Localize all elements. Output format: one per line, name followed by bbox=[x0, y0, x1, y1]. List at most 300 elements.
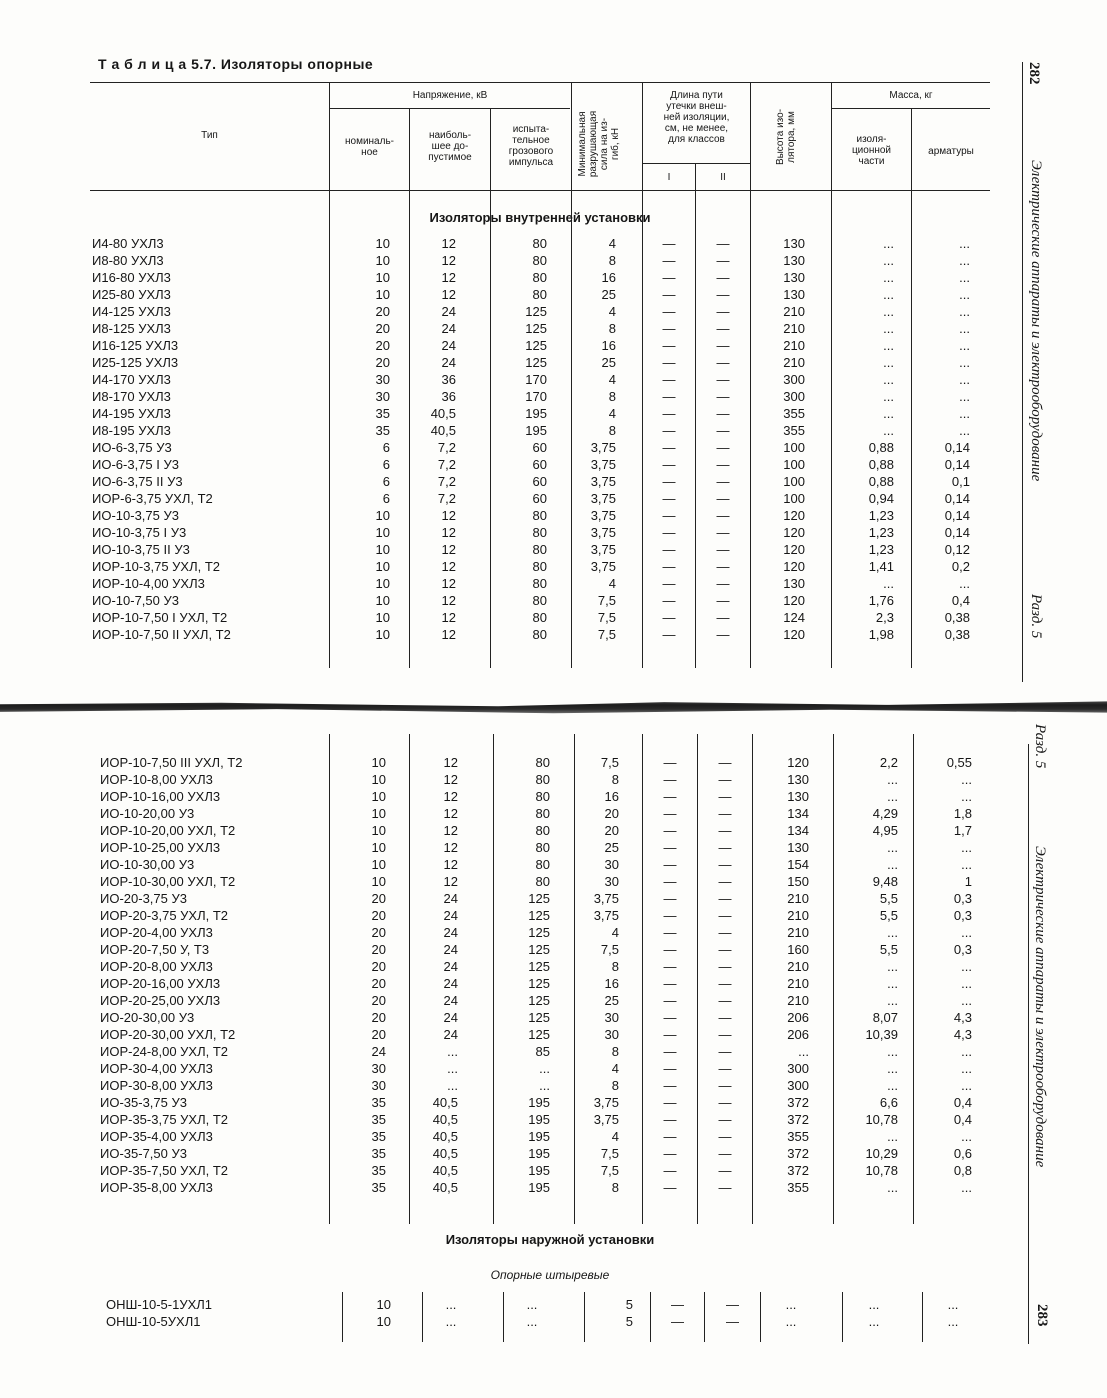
cell-breaking-force: 8 bbox=[611, 1078, 619, 1093]
cell-breaking-force: 7,5 bbox=[597, 593, 616, 608]
cell-mass-insulation: ... bbox=[883, 321, 894, 336]
cell-test-impulse: 80 bbox=[535, 823, 550, 838]
cell-breaking-force: 3,75 bbox=[590, 491, 616, 506]
cell-mass-fittings: 4,3 bbox=[953, 1027, 972, 1042]
cell-mass-insulation: 2,3 bbox=[875, 610, 894, 625]
cell-test-impulse: 125 bbox=[528, 959, 550, 974]
cell-creepage-2: — bbox=[718, 1027, 732, 1042]
table-row bbox=[0, 490, 1000, 507]
cell-type: И16-125 УХЛ3 bbox=[92, 338, 179, 353]
cell-max-allowed: 12 bbox=[441, 253, 456, 268]
cell-creepage-2: — bbox=[718, 908, 732, 923]
cell-test-impulse: 125 bbox=[528, 976, 550, 991]
cell-mass-insulation: ... bbox=[883, 338, 894, 353]
cell-creepage-1: — bbox=[663, 1078, 677, 1093]
cell-nominal: 10 bbox=[371, 772, 386, 787]
cell-breaking-force: 4 bbox=[611, 925, 619, 940]
cell-nominal: 10 bbox=[371, 806, 386, 821]
cell-test-impulse: 125 bbox=[525, 355, 547, 370]
table-row bbox=[0, 405, 1000, 422]
cell-test-impulse: ... bbox=[539, 1078, 550, 1093]
cell-max-allowed: 24 bbox=[443, 976, 458, 991]
cell-max-allowed: 7,2 bbox=[437, 474, 456, 489]
cell-breaking-force: 16 bbox=[601, 338, 616, 353]
table-body-indoor-cont bbox=[0, 754, 1000, 1196]
cell-height: ... bbox=[785, 1297, 797, 1312]
cell-mass-fittings: ... bbox=[959, 287, 970, 302]
cell-mass-fittings: 0,14 bbox=[944, 440, 970, 455]
cell-type: ИО-10-20,00 У3 bbox=[100, 806, 195, 821]
cell-height: 355 bbox=[783, 406, 805, 421]
cell-type: ОНШ-10-5-1УХЛ1 bbox=[106, 1297, 213, 1312]
cell-test-impulse: 195 bbox=[528, 1129, 550, 1144]
table-row bbox=[0, 320, 1000, 337]
cell-height: 210 bbox=[783, 355, 805, 370]
table-row bbox=[0, 1026, 1000, 1043]
cell-max-allowed: 24 bbox=[443, 908, 458, 923]
cell-height: 130 bbox=[783, 236, 805, 251]
rule bbox=[90, 190, 990, 191]
cell-nominal: 10 bbox=[375, 576, 390, 591]
cell-creepage-1: — bbox=[662, 372, 676, 387]
cell-height: 130 bbox=[787, 789, 809, 804]
table-row bbox=[0, 609, 1000, 626]
cell-creepage-1: — bbox=[663, 942, 677, 957]
cell-max-allowed: 12 bbox=[441, 508, 456, 523]
cell-mass-fittings: ... bbox=[959, 576, 970, 591]
cell-height: 120 bbox=[783, 525, 805, 540]
cell-mass-fittings: 0,38 bbox=[944, 627, 970, 642]
cell-breaking-force: 8 bbox=[611, 1044, 619, 1059]
cell-nominal: 6 bbox=[382, 474, 390, 489]
cell-max-allowed: 12 bbox=[443, 772, 458, 787]
cell-breaking-force: 4 bbox=[611, 1061, 619, 1076]
cell-test-impulse: 80 bbox=[532, 593, 547, 608]
cell-creepage-2: — bbox=[716, 576, 730, 591]
cell-mass-fittings: ... bbox=[959, 321, 970, 336]
cell-height: 355 bbox=[783, 423, 805, 438]
cell-mass-insulation: ... bbox=[887, 1078, 898, 1093]
cell-test-impulse: 60 bbox=[532, 440, 547, 455]
cell-nominal: 6 bbox=[382, 440, 390, 455]
cell-height: 210 bbox=[787, 891, 809, 906]
cell-nominal: 10 bbox=[376, 1314, 391, 1329]
cell-max-allowed: 24 bbox=[443, 942, 458, 957]
cell-breaking-force: 4 bbox=[611, 1129, 619, 1144]
table-row bbox=[0, 541, 1000, 558]
cell-nominal: 20 bbox=[371, 959, 386, 974]
cell-mass-fittings: ... bbox=[959, 389, 970, 404]
cell-mass-fittings: ... bbox=[961, 1078, 972, 1093]
cell-height: 372 bbox=[787, 1112, 809, 1127]
cell-type: ИОР-10-20,00 УХЛ, Т2 bbox=[100, 823, 236, 838]
cell-nominal: 10 bbox=[371, 755, 386, 770]
cell-type: ИОР-20-4,00 УХЛ3 bbox=[100, 925, 213, 940]
cell-type: ИО-20-30,00 У3 bbox=[100, 1010, 195, 1025]
cell-nominal: 20 bbox=[375, 321, 390, 336]
cell-breaking-force: 16 bbox=[604, 976, 619, 991]
cell-creepage-2: — bbox=[718, 1112, 732, 1127]
cell-creepage-2: — bbox=[716, 423, 730, 438]
cell-test-impulse: ... bbox=[539, 1061, 550, 1076]
cell-creepage-2: — bbox=[718, 1061, 732, 1076]
cell-breaking-force: 4 bbox=[608, 304, 616, 319]
cell-max-allowed: 24 bbox=[443, 959, 458, 974]
cell-breaking-force: 7,5 bbox=[597, 627, 616, 642]
cell-creepage-2: — bbox=[718, 1129, 732, 1144]
cell-max-allowed: 12 bbox=[443, 806, 458, 821]
cell-mass-insulation: 8,07 bbox=[872, 1010, 898, 1025]
cell-nominal: 10 bbox=[375, 610, 390, 625]
cell-breaking-force: 30 bbox=[604, 874, 619, 889]
cell-test-impulse: 195 bbox=[525, 406, 547, 421]
cell-type: ИОР-20-7,50 У, Т3 bbox=[100, 942, 210, 957]
cell-max-allowed: 12 bbox=[441, 287, 456, 302]
cell-breaking-force: 3,75 bbox=[593, 1112, 619, 1127]
cell-nominal: 20 bbox=[371, 976, 386, 991]
cell-mass-insulation: ... bbox=[883, 389, 894, 404]
cell-mass-fittings: ... bbox=[959, 372, 970, 387]
cell-nominal: 6 bbox=[382, 491, 390, 506]
page-283 bbox=[0, 714, 1107, 1398]
cell-height: 160 bbox=[787, 942, 809, 957]
cell-type: ИОР-10-7,50 III УХЛ, Т2 bbox=[100, 755, 243, 770]
cell-nominal: 35 bbox=[371, 1163, 386, 1178]
cell-mass-insulation: ... bbox=[887, 1129, 898, 1144]
cell-height: 372 bbox=[787, 1095, 809, 1110]
cell-nominal: 35 bbox=[371, 1095, 386, 1110]
cell-creepage-1: — bbox=[663, 891, 677, 906]
cell-test-impulse: 80 bbox=[535, 874, 550, 889]
cell-mass-fittings: ... bbox=[961, 976, 972, 991]
cell-mass-fittings: 0,4 bbox=[951, 593, 970, 608]
cell-mass-insulation: 1,23 bbox=[868, 508, 894, 523]
cell-mass-insulation: ... bbox=[868, 1314, 880, 1329]
table-row bbox=[0, 1111, 1000, 1128]
cell-mass-insulation: 0,88 bbox=[868, 474, 894, 489]
header-creepage: Длина пути утечки внеш- ней изоляции, см, не менее, для классов bbox=[663, 90, 730, 145]
cell-max-allowed: 36 bbox=[441, 389, 456, 404]
cell-mass-fittings: 0,12 bbox=[944, 542, 970, 557]
cell-nominal: 10 bbox=[371, 874, 386, 889]
cell-mass-fittings: ... bbox=[959, 355, 970, 370]
cell-test-impulse: ... bbox=[526, 1314, 538, 1329]
cell-max-allowed: 24 bbox=[441, 304, 456, 319]
cell-max-allowed: 12 bbox=[441, 627, 456, 642]
cell-height: 300 bbox=[787, 1078, 809, 1093]
cell-mass-fittings: ... bbox=[959, 338, 970, 353]
cell-test-impulse: ... bbox=[526, 1297, 538, 1312]
cell-test-impulse: 85 bbox=[535, 1044, 550, 1059]
cell-creepage-1: — bbox=[663, 857, 677, 872]
cell-creepage-1: — bbox=[662, 423, 676, 438]
cell-nominal: 35 bbox=[375, 423, 390, 438]
cell-nominal: 35 bbox=[375, 406, 390, 421]
cell-type: ИОР-10-3,75 УХЛ, Т2 bbox=[92, 559, 221, 574]
page-number-282: 282 bbox=[1026, 62, 1042, 85]
cell-creepage-2: — bbox=[718, 755, 732, 770]
cell-mass-fittings: ... bbox=[959, 304, 970, 319]
cell-test-impulse: 80 bbox=[535, 755, 550, 770]
cell-test-impulse: 195 bbox=[528, 1112, 550, 1127]
cell-max-allowed: 40,5 bbox=[430, 423, 456, 438]
cell-creepage-1: — bbox=[662, 338, 676, 353]
cell-height: 130 bbox=[783, 253, 805, 268]
cell-breaking-force: 8 bbox=[608, 321, 616, 336]
cell-max-allowed: 36 bbox=[441, 372, 456, 387]
cell-max-allowed: 24 bbox=[443, 925, 458, 940]
cell-type: И4-195 УХЛ3 bbox=[92, 406, 171, 421]
cell-test-impulse: 125 bbox=[528, 925, 550, 940]
page-seam bbox=[0, 700, 1107, 714]
cell-type: ИОР-35-4,00 УХЛ3 bbox=[100, 1129, 213, 1144]
cell-breaking-force: 3,75 bbox=[590, 525, 616, 540]
table-row bbox=[0, 1162, 1000, 1179]
cell-mass-insulation: ... bbox=[887, 1180, 898, 1195]
cell-test-impulse: 125 bbox=[525, 321, 547, 336]
cell-mass-fittings: 4,3 bbox=[953, 1010, 972, 1025]
cell-creepage-1: — bbox=[663, 908, 677, 923]
cell-nominal: 20 bbox=[371, 908, 386, 923]
cell-type: ИОР-35-7,50 УХЛ, Т2 bbox=[100, 1163, 229, 1178]
header-mass-insulation: изоля- ционной части bbox=[851, 134, 892, 167]
cell-creepage-1: — bbox=[663, 823, 677, 838]
cell-breaking-force: 25 bbox=[604, 840, 619, 855]
cell-breaking-force: 16 bbox=[601, 270, 616, 285]
cell-mass-fittings: 0,4 bbox=[953, 1112, 972, 1127]
cell-type: И8-125 УХЛ3 bbox=[92, 321, 171, 336]
cell-creepage-2: — bbox=[718, 1146, 732, 1161]
cell-type: И4-125 УХЛ3 bbox=[92, 304, 171, 319]
cell-creepage-2: — bbox=[716, 321, 730, 336]
cell-creepage-2: — bbox=[716, 610, 730, 625]
cell-nominal: 20 bbox=[371, 925, 386, 940]
cell-mass-fittings: ... bbox=[947, 1314, 959, 1329]
cell-breaking-force: 5 bbox=[625, 1297, 633, 1312]
cell-test-impulse: 195 bbox=[528, 1180, 550, 1195]
cell-type: ИОР-10-7,50 I УХЛ, Т2 bbox=[92, 610, 228, 625]
cell-height: 355 bbox=[787, 1129, 809, 1144]
cell-creepage-1: — bbox=[662, 576, 676, 591]
cell-height: 210 bbox=[787, 925, 809, 940]
cell-max-allowed: 12 bbox=[441, 576, 456, 591]
table-row bbox=[0, 1077, 1000, 1094]
cell-test-impulse: 80 bbox=[532, 253, 547, 268]
cell-nominal: 10 bbox=[375, 287, 390, 302]
cell-test-impulse: 80 bbox=[532, 559, 547, 574]
table-row bbox=[0, 252, 1000, 269]
cell-creepage-1: — bbox=[663, 772, 677, 787]
cell-height: 120 bbox=[783, 508, 805, 523]
cell-nominal: 10 bbox=[375, 270, 390, 285]
cell-creepage-2: — bbox=[716, 372, 730, 387]
rule bbox=[330, 108, 570, 109]
cell-mass-insulation: ... bbox=[883, 406, 894, 421]
table-row bbox=[0, 1296, 1000, 1313]
cell-mass-insulation: 0,88 bbox=[868, 440, 894, 455]
cell-breaking-force: 4 bbox=[608, 576, 616, 591]
cell-max-allowed: 40,5 bbox=[432, 1163, 458, 1178]
cell-height: 120 bbox=[783, 542, 805, 557]
cell-nominal: 10 bbox=[375, 593, 390, 608]
cell-creepage-2: — bbox=[716, 270, 730, 285]
cell-nominal: 10 bbox=[371, 857, 386, 872]
cell-height: 300 bbox=[783, 372, 805, 387]
cell-creepage-1: — bbox=[663, 789, 677, 804]
cell-mass-fittings: 0,4 bbox=[953, 1095, 972, 1110]
cell-max-allowed: 24 bbox=[443, 1027, 458, 1042]
cell-mass-fittings: 0,55 bbox=[946, 755, 972, 770]
cell-creepage-1: — bbox=[663, 1044, 677, 1059]
cell-creepage-2: — bbox=[718, 874, 732, 889]
cell-creepage-1: — bbox=[663, 1010, 677, 1025]
table-row bbox=[0, 839, 1000, 856]
cell-breaking-force: 7,5 bbox=[600, 1163, 619, 1178]
table-row bbox=[0, 524, 1000, 541]
cell-creepage-2: — bbox=[716, 491, 730, 506]
cell-type: ИО-35-3,75 У3 bbox=[100, 1095, 187, 1110]
cell-test-impulse: 170 bbox=[525, 372, 547, 387]
cell-breaking-force: 20 bbox=[604, 806, 619, 821]
cell-type: ИОР-10-7,50 II УХЛ, Т2 bbox=[92, 627, 231, 642]
cell-nominal: 6 bbox=[382, 457, 390, 472]
table-row bbox=[0, 473, 1000, 490]
cell-height: 206 bbox=[787, 1010, 809, 1025]
cell-breaking-force: 20 bbox=[604, 823, 619, 838]
cell-creepage-1: — bbox=[663, 1180, 677, 1195]
cell-creepage-1: — bbox=[662, 593, 676, 608]
cell-mass-fittings: 0,38 bbox=[944, 610, 970, 625]
cell-nominal: 20 bbox=[371, 1027, 386, 1042]
cell-type: И4-80 УХЛ3 bbox=[92, 236, 164, 251]
cell-height: 372 bbox=[787, 1146, 809, 1161]
cell-type: И16-80 УХЛ3 bbox=[92, 270, 171, 285]
cell-creepage-2: — bbox=[716, 406, 730, 421]
table-row bbox=[0, 856, 1000, 873]
cell-breaking-force: 3,75 bbox=[590, 559, 616, 574]
table-row bbox=[0, 558, 1000, 575]
cell-mass-insulation: ... bbox=[887, 1061, 898, 1076]
table-row bbox=[0, 456, 1000, 473]
cell-test-impulse: 125 bbox=[528, 993, 550, 1008]
margin-rule bbox=[1022, 62, 1023, 682]
cell-mass-fittings: 1,8 bbox=[953, 806, 972, 821]
cell-creepage-2: — bbox=[718, 1044, 732, 1059]
cell-mass-fittings: 0,14 bbox=[944, 508, 970, 523]
cell-creepage-2: — bbox=[718, 1180, 732, 1195]
cell-nominal: 10 bbox=[371, 789, 386, 804]
cell-height: 124 bbox=[783, 610, 805, 625]
table-row bbox=[0, 771, 1000, 788]
cell-mass-fittings: ... bbox=[961, 1180, 972, 1195]
cell-nominal: 10 bbox=[375, 236, 390, 251]
cell-mass-insulation: ... bbox=[887, 976, 898, 991]
cell-creepage-2: — bbox=[718, 1010, 732, 1025]
table-row bbox=[0, 805, 1000, 822]
cell-nominal: 20 bbox=[375, 304, 390, 319]
cell-mass-fittings: 0,14 bbox=[944, 491, 970, 506]
table-row bbox=[0, 890, 1000, 907]
cell-nominal: 10 bbox=[375, 559, 390, 574]
section-title-indoor: Изоляторы внутренней установки bbox=[429, 210, 651, 225]
section-label-283: Разд. 5 bbox=[1032, 724, 1048, 769]
table-row bbox=[0, 924, 1000, 941]
header-class-2: II bbox=[720, 172, 726, 183]
cell-test-impulse: 80 bbox=[532, 525, 547, 540]
cell-test-impulse: 125 bbox=[528, 1010, 550, 1025]
table-row bbox=[0, 975, 1000, 992]
cell-max-allowed: 40,5 bbox=[430, 406, 456, 421]
cell-mass-insulation: ... bbox=[883, 355, 894, 370]
cell-test-impulse: 80 bbox=[535, 806, 550, 821]
cell-creepage-2: — bbox=[716, 440, 730, 455]
cell-mass-fittings: ... bbox=[961, 1044, 972, 1059]
cell-mass-insulation: ... bbox=[883, 236, 894, 251]
table-row bbox=[0, 1009, 1000, 1026]
cell-height: ... bbox=[785, 1314, 797, 1329]
cell-type: ИОР-35-3,75 УХЛ, Т2 bbox=[100, 1112, 229, 1127]
cell-creepage-2: — bbox=[716, 355, 730, 370]
cell-breaking-force: 7,5 bbox=[600, 1146, 619, 1161]
cell-breaking-force: 25 bbox=[601, 287, 616, 302]
cell-mass-fittings: ... bbox=[959, 253, 970, 268]
cell-mass-insulation: 4,95 bbox=[872, 823, 898, 838]
cell-height: 206 bbox=[787, 1027, 809, 1042]
cell-breaking-force: 30 bbox=[604, 857, 619, 872]
cell-mass-insulation: ... bbox=[887, 857, 898, 872]
cell-mass-fittings: 0,3 bbox=[953, 908, 972, 923]
cell-breaking-force: 25 bbox=[604, 993, 619, 1008]
cell-test-impulse: 80 bbox=[532, 270, 547, 285]
cell-mass-insulation: 10,78 bbox=[865, 1163, 898, 1178]
cell-nominal: 30 bbox=[371, 1078, 386, 1093]
cell-type: И25-125 УХЛ3 bbox=[92, 355, 179, 370]
cell-mass-fittings: ... bbox=[959, 270, 970, 285]
cell-creepage-1: — bbox=[663, 840, 677, 855]
cell-breaking-force: 30 bbox=[604, 1010, 619, 1025]
cell-height: 210 bbox=[787, 908, 809, 923]
table-row bbox=[0, 1145, 1000, 1162]
cell-test-impulse: 170 bbox=[525, 389, 547, 404]
cell-height: 120 bbox=[787, 755, 809, 770]
cell-creepage-1: — bbox=[671, 1297, 684, 1312]
cell-nominal: 20 bbox=[371, 993, 386, 1008]
header-height: Высота изо- лятора, мм bbox=[775, 108, 797, 166]
cell-creepage-1: — bbox=[663, 1146, 677, 1161]
header-mass-fittings: арматуры bbox=[928, 146, 974, 157]
rule bbox=[90, 82, 990, 83]
cell-mass-fittings: ... bbox=[959, 406, 970, 421]
cell-height: 300 bbox=[787, 1061, 809, 1076]
header-breaking-force: Минимальная разрушающая сила на из- гиб, кН bbox=[577, 110, 621, 178]
table-row bbox=[0, 958, 1000, 975]
cell-creepage-2: — bbox=[718, 959, 732, 974]
cell-max-allowed: 12 bbox=[441, 542, 456, 557]
cell-max-allowed: 7,2 bbox=[437, 440, 456, 455]
cell-creepage-1: — bbox=[663, 755, 677, 770]
cell-type: ИОР-20-30,00 УХЛ, Т2 bbox=[100, 1027, 236, 1042]
margin-rule bbox=[1028, 744, 1029, 1344]
cell-creepage-2: — bbox=[716, 627, 730, 642]
cell-type: ИОР-24-8,00 УХЛ, Т2 bbox=[100, 1044, 229, 1059]
cell-creepage-2: — bbox=[718, 942, 732, 957]
cell-nominal: 20 bbox=[371, 891, 386, 906]
cell-mass-insulation: 9,48 bbox=[872, 874, 898, 889]
cell-breaking-force: 25 bbox=[601, 355, 616, 370]
cell-creepage-2: — bbox=[718, 925, 732, 940]
cell-creepage-2: — bbox=[716, 525, 730, 540]
cell-max-allowed: ... bbox=[447, 1061, 458, 1076]
